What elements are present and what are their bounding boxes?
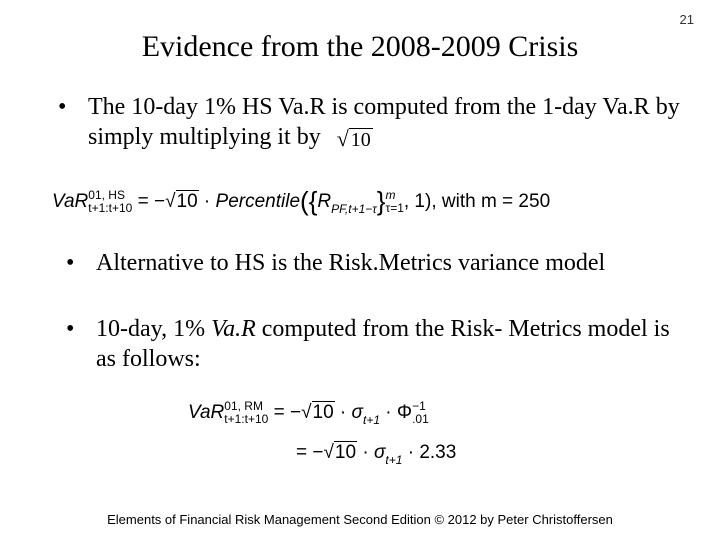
formula-rm-var-line2: = $-√10 \cdot \sigma_{t+1} \cdot 2.33$ (296, 442, 457, 467)
bullet-dot: • (66, 250, 75, 276)
sqrt-ten: √ 10 (336, 126, 371, 151)
formula-hs-var: VaR 01, HS t+1:t+10 = $-√10 \cdot Percentile(\{R_{PF,t+1-\tau}\}$ m τ=1 , 1), with m = 250 (52, 186, 551, 216)
bullet-riskmetrics-var: • 10-day, 1% Va.R computed from the Risk- Metrics model is as follows: (66, 316, 670, 372)
footer-citation: Elements of Financial Risk Management Second Edition © 2012 by Peter Christoffersen (107, 512, 613, 527)
formula-rm-var-line1: VaR 01, RM t+1:t+10 = $-√10 \cdot \sigma_{t+1} \cdot \Phi$ −1 .01 (188, 399, 429, 428)
slide-title: Evidence from the 2008-2009 Crisis (141, 30, 579, 63)
bullet-riskmetrics-alt (66, 248, 686, 278)
bullet-text: The 10-day 1% HS Va.R is computed from the 1-day Va.R by simply multiplying it by (88, 94, 680, 150)
slide-number: 21 (679, 12, 694, 27)
bullet-hs-var (58, 92, 698, 155)
bullet-dot: • (66, 316, 75, 342)
bullet-text: Alternative to HS is the Risk.Metrics variance model (96, 250, 606, 276)
bullet-dot: • (58, 94, 67, 120)
